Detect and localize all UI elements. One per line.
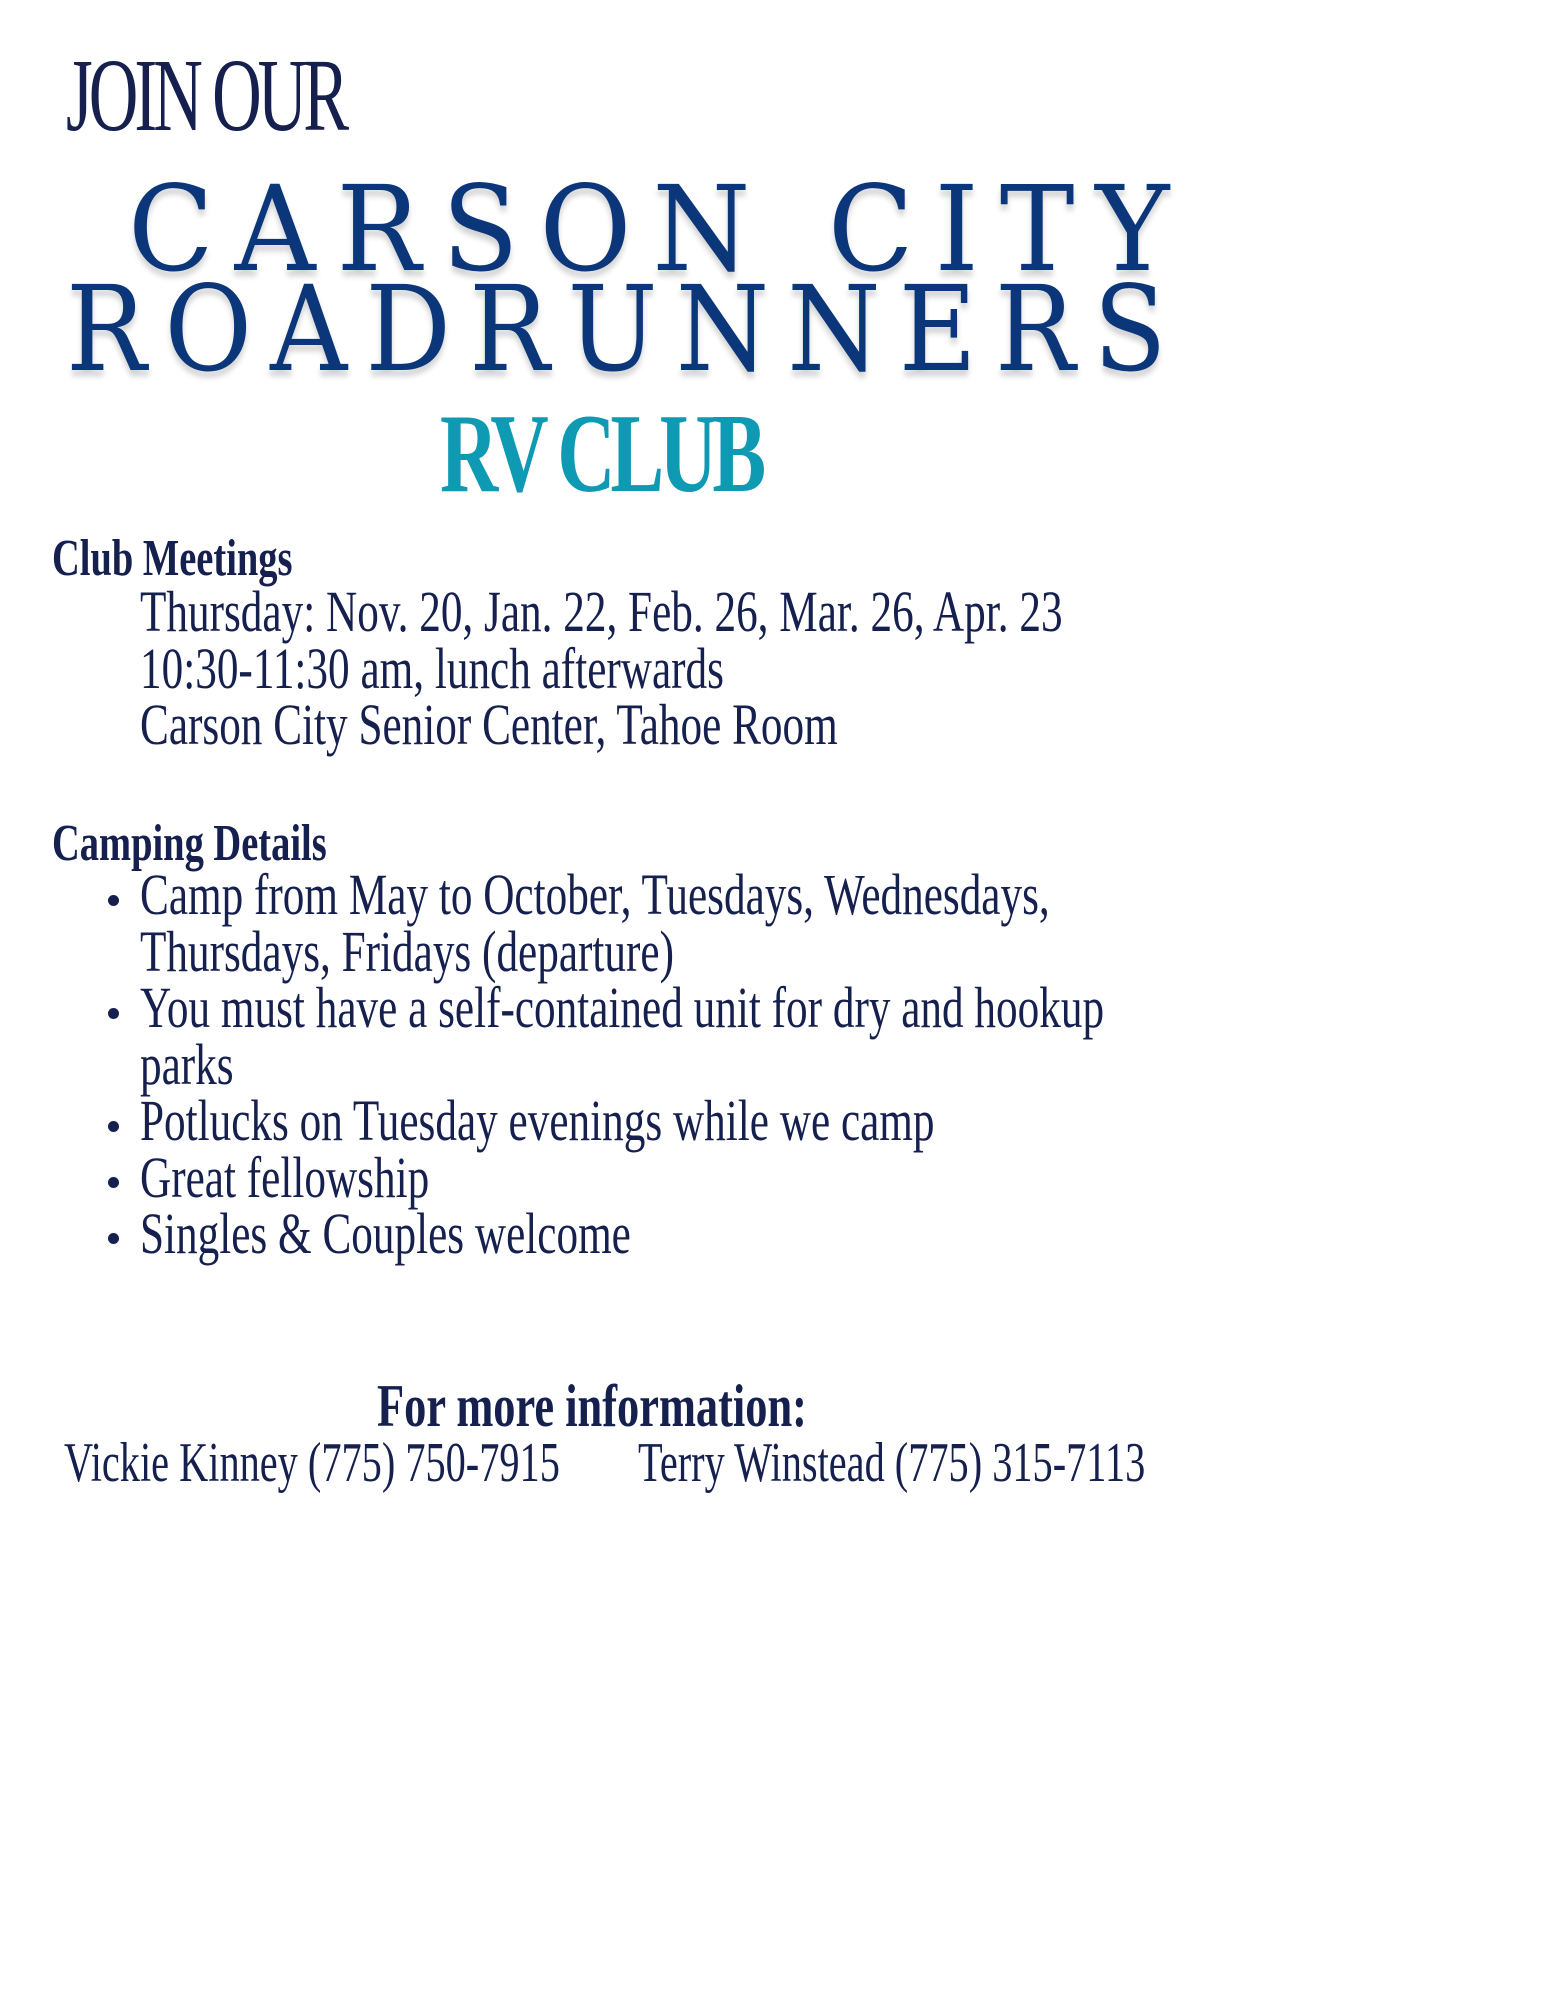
- club-title-line-2: ROADRUNNERS: [66, 260, 1185, 398]
- bullet-icon: [108, 1121, 119, 1132]
- rv-club-subtitle: RV CLUB: [440, 392, 762, 516]
- list-item-text: You must have a self-contained unit for dry and hookup: [140, 975, 1105, 1040]
- meeting-time: 10:30-11:30 am, lunch afterwards: [140, 636, 724, 701]
- list-item-text-cont: parks: [140, 1032, 234, 1097]
- contact-vickie-kinney: Vickie Kinney (775) 750-7915: [64, 1432, 560, 1494]
- list-item-text: Camp from May to October, Tuesdays, Wednesdays,: [140, 862, 1050, 927]
- bullet-icon: [108, 1177, 119, 1188]
- bullet-icon: [108, 1233, 119, 1244]
- meeting-location: Carson City Senior Center, Tahoe Room: [140, 692, 838, 757]
- camping-details-heading: Camping Details: [52, 815, 327, 872]
- club-meetings-heading: Club Meetings: [52, 530, 293, 587]
- list-item-text: Singles & Couples welcome: [140, 1201, 631, 1266]
- more-info-heading: For more information:: [377, 1373, 807, 1439]
- club-title-line-1: CARSON CITY: [128, 160, 1191, 298]
- bullet-icon: [108, 1008, 119, 1019]
- list-item-text: Great fellowship: [140, 1145, 430, 1210]
- bullet-icon: [108, 895, 119, 906]
- list-item-text: Potlucks on Tuesday evenings while we camp: [140, 1088, 935, 1153]
- list-item-text-cont: Thursdays, Fridays (departure): [140, 919, 674, 984]
- meeting-dates: Thursday: Nov. 20, Jan. 22, Feb. 26, Mar. 26, Apr. 23: [140, 579, 1063, 644]
- join-our-heading: JOIN OUR: [66, 38, 346, 153]
- contact-terry-winstead: Terry Winstead (775) 315-7113: [638, 1432, 1146, 1494]
